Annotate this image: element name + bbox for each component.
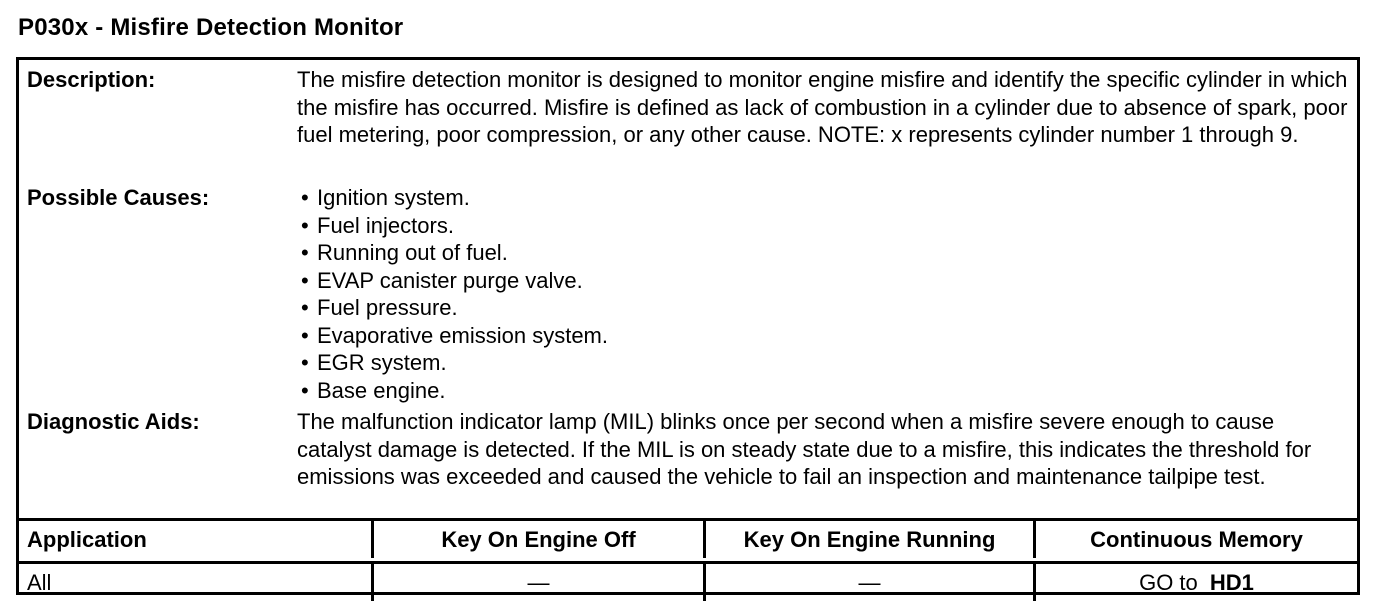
description-text: The misfire detection monitor is designed to monitor engine misfire and identify the specific cylinder in which the misfire has occurred. Misfire is defined as lack of combustion in a cylinder due to absence of spark, poor fuel metering, poor compression, or any other cause. NOTE: x represents cylinder number 1 through 9. [297,67,1348,147]
application-table [19,518,1357,598]
header-application: Application [27,527,147,552]
possible-causes-list [297,184,1349,404]
table-header-row [19,521,1357,558]
cell-koer: — [703,564,1033,601]
hd1-link[interactable]: HD1 [1209,570,1254,595]
monitor-info-box [16,57,1360,595]
cause-item: • Fuel injectors. [297,212,1349,240]
header-koeo: Key On Engine Off [371,521,703,558]
description-label: Description: [27,67,156,92]
cause-item: • Evaporative emission system. [297,322,1349,350]
header-koer: Key On Engine Running [703,521,1033,558]
diagnostic-aids-label: Diagnostic Aids: [27,409,200,434]
table-row [19,561,1357,601]
cause-item: • Base engine. [297,377,1349,405]
cause-item: • EGR system. [297,349,1349,377]
cause-item: • Fuel pressure. [297,294,1349,322]
cause-item: • Running out of fuel. [297,239,1349,267]
cause-item: • EVAP canister purge valve. [297,267,1349,295]
goto-text: GO to [1139,570,1198,595]
possible-causes-label: Possible Causes: [27,185,210,210]
page-title: P030x - Misfire Detection Monitor [18,14,404,41]
cell-application: All [27,570,52,595]
diagnostic-aids-text: The malfunction indicator lamp (MIL) blinks once per second when a misfire severe enough to cause catalyst damage is detected. If the MIL is on steady state due to a misfire, this indicates the threshold for emissions was exceeded and caused the vehicle to fail an inspection and maintenance tailpipe test. [297,409,1312,489]
cell-continuous-memory [1033,564,1357,601]
header-continuous-memory: Continuous Memory [1033,521,1357,558]
info-section [19,60,1357,520]
cause-item: • Ignition system. [297,184,1349,212]
cell-koeo: — [371,564,703,601]
